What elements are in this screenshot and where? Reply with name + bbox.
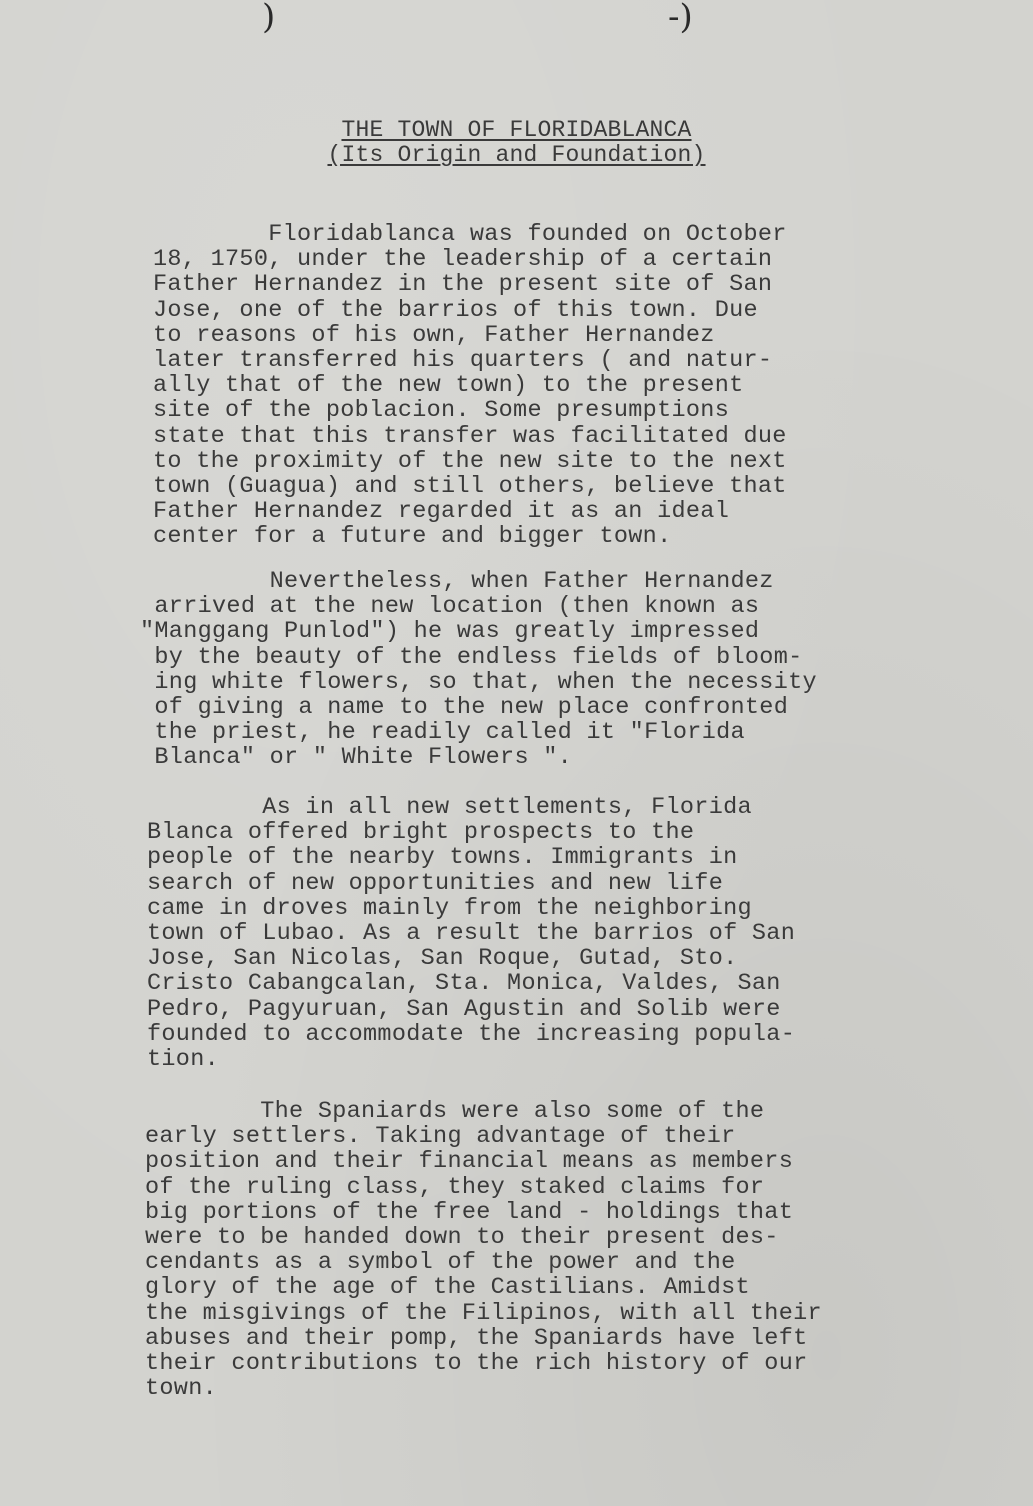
paragraph-settlements: As in all new settlements, Florida Blanca offered bright prospects to the people of the nearby towns. Immigrants in search of new opportunities and new life came in droves mainly from the neighboring town of Lubao. As a result the barrios of San Jose, San Nicolas, San Roque, Gutad, Sto. Cristo Cabangcalan, Sta. Monica, Valdes, San Pedro, Pagyuruan, San Agustin and Solib were founded to accommodate the increasing popula- tion. <box>147 794 796 1074</box>
document-subtitle: (Its Origin and Foundation) <box>327 142 706 168</box>
paragraph-spaniards: The Spaniards were also some of the early settlers. Taking advantage of their position and their financial means as members of the ruling class, they staked claims for big portions of the free land - holdings that were to be handed down to their present des- cendants as a symbol of the power and the glory of the age of the Castilians. Amidst the misgivings of the Filipinos, with all their abuses and their pomp, the Spaniards have left their contributions to the rich history of our town. <box>145 1098 822 1403</box>
document-title: THE TOWN OF FLORIDABLANCA <box>341 117 692 143</box>
binding-mark-right: ‐) <box>668 0 693 37</box>
title-block <box>0 118 1033 168</box>
paragraph-naming: Nevertheless, when Father Hernandez arrived at the new location (then known as "Manggang Punlod") he was greatly impressed by the beauty of the endless fields of bloom- ing white flowers, so that, when the necessity of giving a name to the new place confronted the priest, he readily called it "Florida Blanca" or " White Flowers ". <box>140 568 817 772</box>
paragraph-founding: Floridablanca was founded on October 18, 1750, under the leadership of a certain Father Hernandez in the present site of San Jose, one of the barrios of this town. Due to reasons of his own, Father Hernandez later transferred his quarters ( and natur- ally that of the new town) to the present site of the poblacion. Some presumptions state that this transfer was facilitated due to the proximity of the new site to the next town (Guagua) and still others, believe that Father Hernandez regarded it as an ideal center for a future and bigger town. <box>153 221 787 551</box>
binding-mark-left: ) <box>262 0 276 37</box>
